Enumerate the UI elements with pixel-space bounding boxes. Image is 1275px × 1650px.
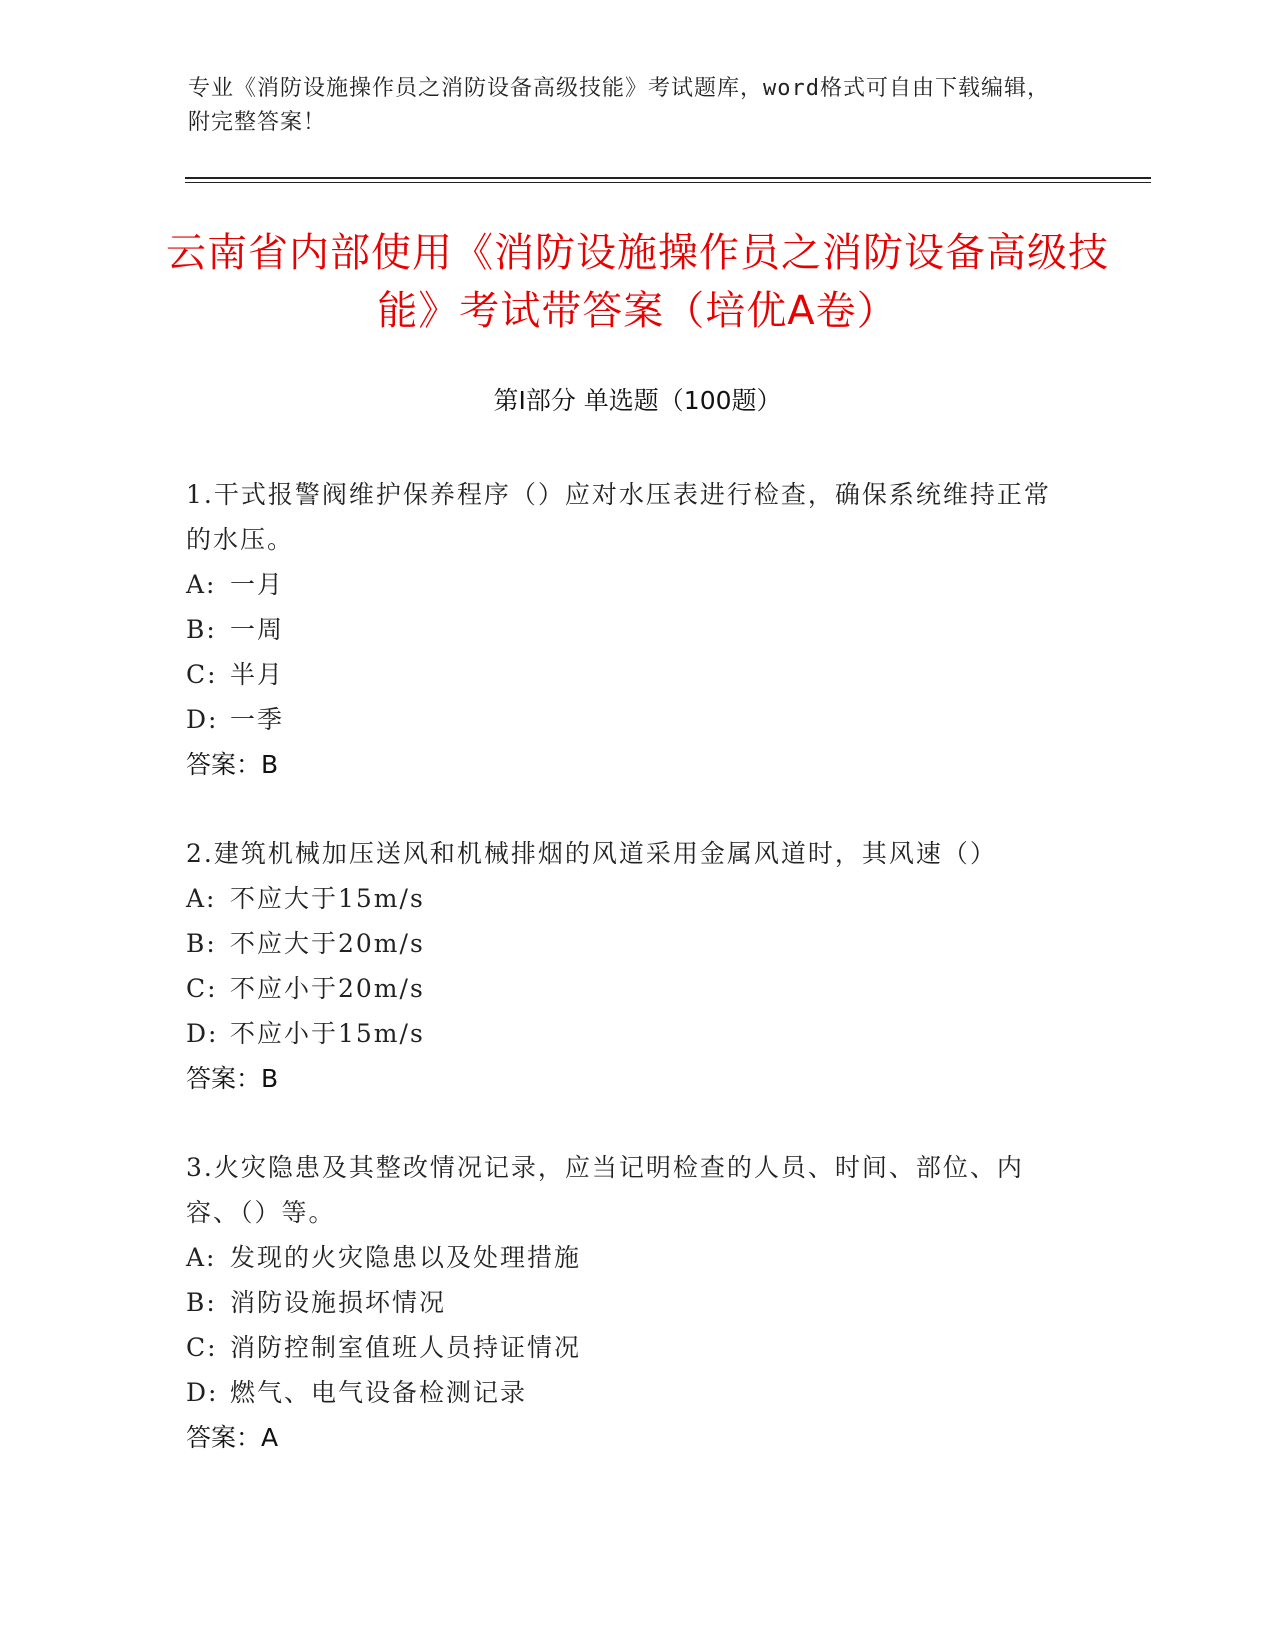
option-letter: A: — [186, 884, 217, 913]
question-2 — [186, 831, 1066, 1101]
option-letter: B: — [186, 1288, 217, 1317]
option-text: 一季 — [230, 705, 285, 734]
option-b — [186, 921, 1066, 966]
question-list — [186, 472, 1066, 1504]
option-letter: C: — [186, 660, 218, 689]
option-letter: B: — [186, 615, 217, 644]
option-letter: D: — [186, 705, 219, 734]
header-divider-thick — [185, 177, 1151, 179]
option-text: 不应小于15m/s — [230, 1019, 425, 1048]
option-letter: C: — [186, 1333, 218, 1362]
option-b — [186, 1280, 1066, 1325]
option-text: 不应大于20m/s — [230, 929, 425, 958]
option-a — [186, 562, 1066, 607]
option-d — [186, 697, 1066, 742]
option-text: 半月 — [230, 660, 285, 689]
option-letter: C: — [186, 974, 218, 1003]
option-text: 一周 — [230, 615, 285, 644]
question-stem: 2.建筑机械加压送风和机械排烟的风道采用金属风道时，其风速（） — [186, 839, 997, 868]
option-text: 发现的火灾隐患以及处理措施 — [230, 1243, 582, 1272]
option-text: 不应大于15m/s — [230, 884, 425, 913]
option-text: 消防设施损坏情况 — [230, 1288, 447, 1317]
header-note: 专业《消防设施操作员之消防设备高级技能》考试题库，word格式可自由下载编辑，附完整答案！ — [188, 76, 1050, 135]
option-letter: D: — [186, 1378, 219, 1407]
option-d — [186, 1370, 1066, 1415]
option-c — [186, 1325, 1066, 1370]
option-c — [186, 652, 1066, 697]
option-text: 燃气、电气设备检测记录 — [230, 1378, 528, 1407]
question-stem: 3.火灾隐患及其整改情况记录，应当记明检查的人员、时间、部位、内容、（）等。 — [186, 1153, 1024, 1227]
option-b — [186, 607, 1066, 652]
section-title: 第I部分 单选题（100题） — [493, 386, 782, 415]
option-d — [186, 1011, 1066, 1056]
option-text: 不应小于20m/s — [230, 974, 425, 1003]
question-1 — [186, 472, 1066, 787]
option-a — [186, 876, 1066, 921]
question-stem: 1.干式报警阀维护保养程序（）应对水压表进行检查，确保系统维持正常的水压。 — [186, 480, 1051, 554]
answer: 答案：B — [186, 750, 279, 779]
option-c — [186, 966, 1066, 1011]
question-3 — [186, 1145, 1066, 1460]
answer: 答案：B — [186, 1064, 279, 1093]
document-title: 云南省内部使用《消防设施操作员之消防设备高级技能》考试带答案（培优A卷） — [166, 230, 1109, 334]
option-letter: D: — [186, 1019, 219, 1048]
option-text: 一月 — [230, 570, 285, 599]
option-a — [186, 1235, 1066, 1280]
header-divider-thin — [185, 182, 1151, 183]
option-letter: B: — [186, 929, 217, 958]
answer: 答案：A — [186, 1423, 279, 1452]
option-text: 消防控制室值班人员持证情况 — [230, 1333, 582, 1362]
option-letter: A: — [186, 1243, 217, 1272]
option-letter: A: — [186, 570, 217, 599]
